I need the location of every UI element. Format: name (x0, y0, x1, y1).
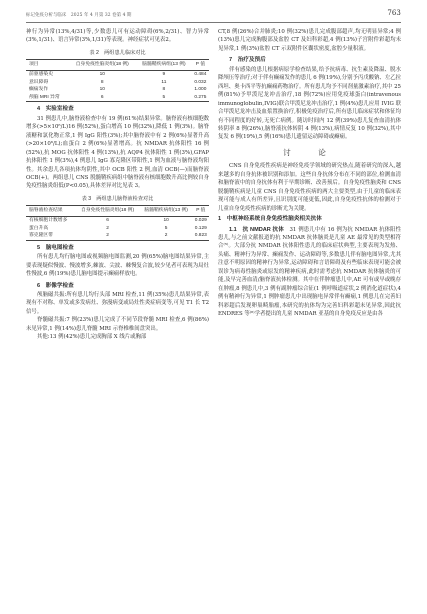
table-cell: 10 (163, 217, 169, 223)
table-cell: 6 (106, 217, 109, 223)
table-cell: 5 (164, 225, 168, 231)
table3 (26, 205, 209, 240)
table-cell: 意识障碍 (29, 79, 49, 85)
table-cell: 8 (100, 79, 104, 85)
table-row (26, 86, 209, 94)
table2-caption: 表 2 两组患儿临床对比 (89, 49, 146, 56)
table3-header: P 值 (196, 208, 206, 214)
right-column (218, 28, 401, 319)
table2-header: 项目 (29, 62, 39, 68)
table3-header: 脑髓鞘疾病组(13 例) (144, 208, 188, 214)
table-row (26, 225, 209, 233)
table-cell: 6 (100, 94, 104, 100)
table3-header: 自身免疫性脑炎组(18 例) (81, 208, 135, 214)
table-cell: 2 (164, 233, 168, 239)
header-rule (26, 22, 401, 23)
paragraph-lab: 31 例患儿中,脑脊液检查中有 19 例(61%)结果异常。脑脊液有核细胞数增多(>5×10⁶/L)16 例(52%),蛋白增高 10 例(32%),降低 1 例(3%)。脑脊液糖和氯化物正常,1 例 IgG 阳性(3%);其中脑脊液中有 2 例(6%)显著升高(>20×10⁶/L);血蛋白 2 例(6%)显著增高。抗 NMDAR 抗体阳性 16 例(52%),抗 MOG 抗体阳性 4 例(13%),抗 AQP4 抗体阳性 1 例(3%),GFAP 抗体阳性 1 例(3%),4 例患儿 IgG 寡克隆区带阳性,1 例为血液与脑脊液均阳性。其余患儿各项抗体均阴性,其中 OCB 阳性 2 例,血清 OCB(—)而脑脊液 OCB(+)。两组患儿 CNS 脱髓鞘疾病组中脑脊液有核细胞数升高比例较自身免疫性脑炎组低(P<0.05),具体差异对比见表 3。 (26, 115, 209, 190)
left-column (26, 28, 209, 342)
table-row (26, 79, 209, 87)
table2 (26, 59, 209, 102)
section-heading-treatment: 7 治疗及预后 (229, 57, 266, 64)
table2-header-row (26, 60, 209, 71)
table-cell: 蛋白升高 (29, 225, 49, 231)
table3-header-row (26, 206, 209, 217)
section-heading-ae-antibodies: 1 中枢神经系统自身免疫性脑炎相关抗体 (218, 216, 322, 223)
table-cell: 0.275 (194, 94, 207, 100)
paragraph-imaging-cont: CT,8 例(26%)合并肺炎;10 例(32%)患儿完成腹部超声,均无明显异常;4 例(13%)患儿完成胸腹部及盆腔 CT 及妇科彩超,4 例(13%)子宫附件彩超均未见异常,1 例(3%)盆腔 CT 示双附件区囊状密度,盆腔少量积液。 (218, 29, 401, 52)
table-cell: 0.029 (194, 217, 207, 223)
table-cell: 0.032 (194, 79, 207, 85)
table-cell: 0.129 (194, 225, 207, 231)
journal-header: 标记免疫分析与临床 2025 年 4 月第 32 卷第 4 期 (26, 13, 132, 18)
subsection-heading-nmdar: 1.1 抗 NMDAR 抗体 (229, 226, 284, 233)
table-cell: 有核细胞计数增多 (29, 217, 68, 223)
table-row (26, 232, 209, 240)
table-cell: 0.484 (194, 71, 207, 77)
table-cell: 10 (99, 87, 105, 93)
section-heading-imaging: 6 影像学检查 (37, 282, 74, 289)
paragraph-symptoms: 神行为异常(13%,4/31)等,少数患儿可有运动障碍(6%,2/31)、智力异常(3%,1/31)、语言异常(3%,1/31)等表现。神经症状可见表2。 (26, 29, 209, 44)
paragraph-eeg: 所有患儿均行脑电图或视频脑电图监测,20 例(65%)脑电图结果异常,主要表现疑似慢波、慢波增多,棘波、尖波、棘慢复合波,较少见者可表现为局灶性慢波,6 例(19%)患儿脑电图提示癫痫样放电。 (26, 254, 209, 278)
paragraph-treatment: 伴有感染的患儿根据病原学检查结果,给予抗病毒、抗生素及降温、脱水降颅压等治疗;对于伴有癫痫发作的患儿 6 例(19%),分别予丙戊酸钠、左乙拉西坦、奥卡西平等抗癫痫药物治疗。所有患儿均予不同剂量激素治疗,其中 25 例(81%)予甲泼尼龙冲击治疗,18 例(72%)应用免疫球蛋白(intravenous immunoglobulin,IVIG)联合甲泼尼龙冲击治疗,1 例(4%)患儿应用 IVIG 联合甲泼尼龙冲击及血浆置换治疗,积极免疫治疗后,所有患儿临床症状和体征均有不同程度的好转,无死亡病例。随访时间内 12 例(39%)患儿复查血清抗体转阴率 8 例(26%),脑脊液抗体转阴 4 例(13%),病情反复 10 例(32%),其中复发 6 例(19%),5 例(16%)患儿遗留运动障碍或癫痫。 (218, 66, 401, 141)
discussion-title: 讨 论 (283, 147, 336, 157)
table3-caption: 表 3 两组患儿脑脊液检查对比 (81, 195, 154, 202)
table-cell: 癫痫发作 (29, 87, 49, 93)
table-cell: 11 (161, 79, 167, 85)
table-cell: 8 (162, 87, 166, 93)
paragraph-spine-mri: 脊髓磁共振:7 例(23%)患儿完成了不同节段脊髓 MRI 检查,6 例(86%)未见异常,1 例(14%)患儿脊髓 MRI 示脊椎椎间盘突出。 (26, 317, 209, 332)
table3-header: 脑脊液检查结果 (29, 208, 63, 214)
table-cell: 颅脑 MRI 异常 (29, 94, 60, 100)
paragraph-other-imaging: 其他:13 例(42%)患儿完成胸部 X 线片或胸部 (37, 334, 147, 341)
section-heading-lab: 4 实验室检查 (37, 106, 74, 113)
table-row (26, 94, 209, 102)
table-cell: 10 (99, 71, 105, 77)
paragraph-nmdar-text: 31 例患儿中有 16 例为抗 NMDAR 抗体阳性患儿,与之前文献报道的抗 NMDAR 抗体脑炎是儿童 AE 最常见的类型相符合⁽⁵⁾。大部分抗 NMDAR 抗体阳性患儿的临床症状典型,主要表现为发热、头痛、精神行为异常、癫痫发作、运动障碍等,多数患儿伴有脑电图异常,尤其注意不明原因的精神行为异常,运动障碍和言语障碍及有些临床表现可能会被误诊为病毒性脑炎或原发的精神疾病,此时需考虑抗 NMDAR 抗体脑炎的可能,及早完善血清/脑脊液抗体检测。其中在伴肿瘤患儿中,AE 可有或早或晚存在肿瘤,8 例患儿中,3 例有副肿瘤综合征(1 例呼吸道症状,2 例消化道症状),4 例有精神行为异常,1 例肿瘤患儿中出现脑电异常伴有癫痫,1 例患儿在完善妇科彩超后发现卵巢畸胎瘤,本研究的抗体均为完善妇科彩超未见异常,因此抗 ENDRES 等⁽⁶⁾学者提出的儿童 NMDAR 亚基的自身免疫反应是由各 (218, 226, 402, 318)
table-cell: 9 (162, 71, 166, 77)
table-cell: 0.823 (194, 233, 207, 239)
paragraph-discussion: CNS 自身免疫性疾病是神经免疫学领域的研究热点,随着研究的深入,越来越多的自身抗体被识别和添加。这些自身抗体分布在不同的部位,检测血清和脑脊液中的自身抗体有利于早期诊断、改善预后。自身免疫性脑炎和 CNS 脱髓鞘疾病是儿童 CNS 自身免疫性疾病的两大主要类型,由于儿童的临床表现可能与成人有所差异,且识别度可能更低,因此,自身免疫性抗体的检测对于儿童自身免疫性疾病的诊断尤为关键。 (218, 163, 401, 212)
table2-header: P 值 (195, 62, 205, 68)
section-heading-eeg: 5 脑电图检查 (37, 244, 74, 251)
table-cell: 寡克隆区带 (29, 233, 53, 239)
table-row (26, 70, 209, 78)
paragraph-nmdar (218, 226, 401, 319)
table2-header: 脑髓鞘疾病组(13 例) (142, 62, 186, 68)
table-cell: 前驱感染史 (29, 71, 53, 77)
table-cell: 1.000 (194, 87, 207, 93)
page-number: 763 (387, 9, 401, 17)
table-cell: 2 (106, 225, 109, 231)
paragraph-brain-mri: 颅脑磁共振:所有患儿均行头部 MRI 检查,11 例(35%)患儿结果异常,表现有不对称、单发或多发病灶、弥漫病变或局灶性炎症病变等,可见 T1 长 T2 信号。 (26, 291, 209, 315)
table2-header: 自身免疫性脑炎组(18 例) (75, 62, 129, 68)
table-row (26, 216, 209, 224)
table-cell: 2 (106, 233, 109, 239)
table-cell: 5 (162, 94, 166, 100)
